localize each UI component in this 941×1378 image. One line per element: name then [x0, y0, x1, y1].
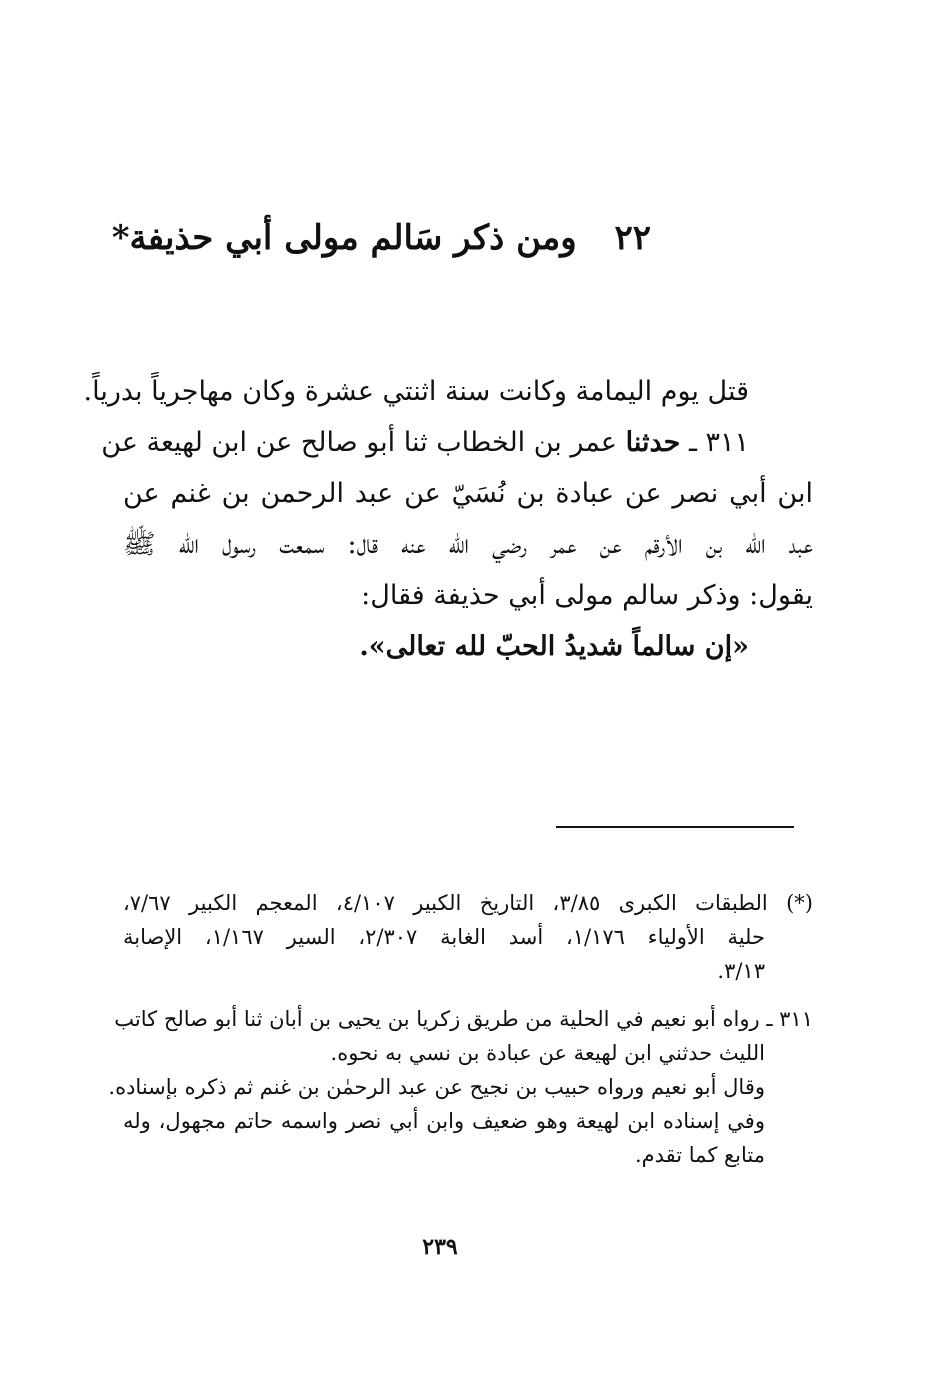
main-text: [83, 366, 813, 672]
footnote-311-line-4: وفي إسناده ابن لهيعة وهو ضعيف وابن أبي نصر واسمه حاتم مجهول، وله: [123, 1109, 765, 1133]
footnote-311-line-5: متابع كما تقدم.: [634, 1143, 765, 1167]
hadith-line-2: ابن أبي نصر عن عبادة بن نُسَيّ عن عبد الرحمن بن غنم عن: [123, 478, 813, 509]
hadith-line-3: عبد الله بن الأرقم عن عمر رضي الله عنه قال: سمعت رسول الله ﷺ: [123, 529, 813, 560]
hadith-line-1-rest: عمر بن الخطاب ثنا أبو صالح عن ابن لهيعة عن: [101, 427, 618, 458]
footnote-star: [123, 886, 813, 988]
hadith-quote: «إن سالماً شديدُ الحبّ لله تعالى».: [359, 631, 749, 662]
footnote-311-line-2: الليث حدثني ابن لهيعة عن عبادة بن نسي به نحوه.: [330, 1041, 765, 1065]
footnote-311-line-3: وقال أبو نعيم ورواه حبيب بن نجيح عن عبد الرحمٰن بن غنم ثم ذكره بإسناده.: [108, 1075, 765, 1099]
footnotes: [108, 886, 813, 1172]
chapter-heading: [111, 218, 651, 258]
hadith-line-1: [101, 417, 813, 468]
footnote-separator: [556, 826, 794, 828]
intro-line: قتل يوم اليمامة وكانت سنة اثنتي عشرة وكان مهاجرياً بدرياً.: [83, 376, 749, 407]
hadith-opening: حدثنا: [625, 427, 681, 458]
chapter-title: ومن ذكر سَالم مولى أبي حذيفة*: [111, 218, 577, 258]
chapter-number: ٢٢: [614, 218, 651, 258]
hadith-number: ٣١١ ـ: [688, 427, 749, 458]
footnote-311: [108, 1002, 813, 1172]
footnote-star-line-2: حلية الأولياء ١/١٧٦، أسد الغابة ٢/٣٠٧، السير ١/١٦٧، الإصابة: [123, 925, 765, 949]
hadith-line-4: يقول: وذكر سالم مولى أبي حذيفة فقال:: [361, 580, 813, 611]
footnote-311-line-1: ٣١١ ـ رواه أبو نعيم في الحلية من طريق زكريا بن يحيى بن أبان ثنا أبو صالح كاتب: [114, 1007, 813, 1031]
page-number: ٢٣٩: [422, 1234, 458, 1260]
footnote-star-line-1: (*) الطبقات الكبرى ٣/٨٥، التاريخ الكبير ٤/١٠٧، المعجم الكبير ٧/٦٧،: [123, 891, 813, 915]
footnote-star-line-3: ٣/١٣.: [717, 959, 765, 983]
